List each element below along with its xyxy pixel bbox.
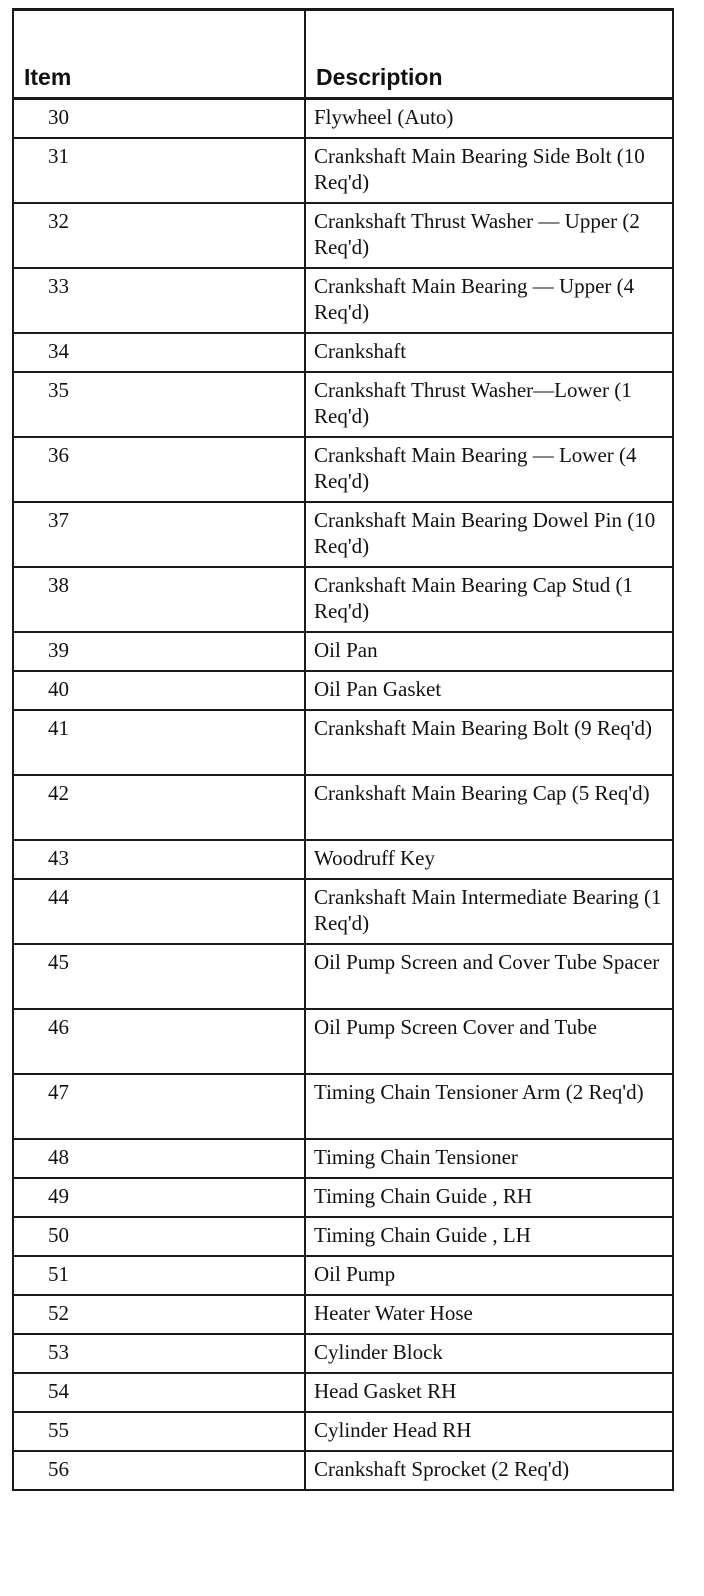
table-row [13, 203, 673, 268]
item-number: 55 [13, 1412, 305, 1451]
table-row [13, 1256, 673, 1295]
item-description: Oil Pan [305, 632, 673, 671]
table-row [13, 99, 673, 139]
item-number: 35 [13, 372, 305, 437]
item-description: Crankshaft Main Bearing — Lower (4 Req'd) [305, 437, 673, 502]
item-number: 49 [13, 1178, 305, 1217]
table-row [13, 1217, 673, 1256]
table-row [13, 372, 673, 437]
item-description: Crankshaft [305, 333, 673, 372]
table-row [13, 502, 673, 567]
item-description: Oil Pump Screen and Cover Tube Spacer [305, 944, 673, 1009]
item-number: 54 [13, 1373, 305, 1412]
item-description: Timing Chain Guide , LH [305, 1217, 673, 1256]
table-row [13, 840, 673, 879]
item-description: Oil Pump Screen Cover and Tube [305, 1009, 673, 1074]
item-description: Crankshaft Main Bearing — Upper (4 Req'd) [305, 268, 673, 333]
item-description: Flywheel (Auto) [305, 99, 673, 139]
item-number: 43 [13, 840, 305, 879]
item-description: Woodruff Key [305, 840, 673, 879]
item-description: Crankshaft Main Bearing Dowel Pin (10 Req'd) [305, 502, 673, 567]
item-number: 56 [13, 1451, 305, 1490]
item-number: 30 [13, 99, 305, 139]
parts-table [12, 8, 674, 1491]
item-number: 42 [13, 775, 305, 840]
item-description: Crankshaft Main Bearing Bolt (9 Req'd) [305, 710, 673, 775]
table-row [13, 1139, 673, 1178]
table-row [13, 1334, 673, 1373]
table-row [13, 1178, 673, 1217]
item-description: Crankshaft Main Bearing Cap Stud (1 Req'd) [305, 567, 673, 632]
item-number: 34 [13, 333, 305, 372]
table-row [13, 567, 673, 632]
item-number: 37 [13, 502, 305, 567]
item-number: 48 [13, 1139, 305, 1178]
item-number: 53 [13, 1334, 305, 1373]
item-number: 44 [13, 879, 305, 944]
table-row [13, 1373, 673, 1412]
table-row [13, 1412, 673, 1451]
table-row [13, 944, 673, 1009]
description-column-header: Description [305, 10, 673, 99]
table-row [13, 437, 673, 502]
item-number: 47 [13, 1074, 305, 1139]
item-number: 45 [13, 944, 305, 1009]
table-row [13, 632, 673, 671]
table-row [13, 710, 673, 775]
item-number: 33 [13, 268, 305, 333]
item-number: 31 [13, 138, 305, 203]
item-description: Cylinder Head RH [305, 1412, 673, 1451]
item-number: 41 [13, 710, 305, 775]
table-row [13, 1295, 673, 1334]
item-description: Oil Pump [305, 1256, 673, 1295]
item-description: Oil Pan Gasket [305, 671, 673, 710]
item-description: Cylinder Block [305, 1334, 673, 1373]
item-description: Head Gasket RH [305, 1373, 673, 1412]
table-row [13, 1009, 673, 1074]
table-row [13, 268, 673, 333]
table-row [13, 879, 673, 944]
table-row [13, 1074, 673, 1139]
item-description: Crankshaft Main Intermediate Bearing (1 Req'd) [305, 879, 673, 944]
item-number: 38 [13, 567, 305, 632]
table-row [13, 333, 673, 372]
table-row [13, 671, 673, 710]
item-number: 32 [13, 203, 305, 268]
item-description: Timing Chain Tensioner [305, 1139, 673, 1178]
item-number: 52 [13, 1295, 305, 1334]
item-column-header: Item [13, 10, 305, 99]
header-row [13, 10, 673, 99]
item-number: 51 [13, 1256, 305, 1295]
item-number: 40 [13, 671, 305, 710]
item-description: Timing Chain Guide , RH [305, 1178, 673, 1217]
item-description: Heater Water Hose [305, 1295, 673, 1334]
item-description: Crankshaft Thrust Washer—Lower (1 Req'd) [305, 372, 673, 437]
item-description: Crankshaft Sprocket (2 Req'd) [305, 1451, 673, 1490]
item-number: 50 [13, 1217, 305, 1256]
table-row [13, 1451, 673, 1490]
item-description: Timing Chain Tensioner Arm (2 Req'd) [305, 1074, 673, 1139]
item-description: Crankshaft Main Bearing Side Bolt (10 Req'd) [305, 138, 673, 203]
table-row [13, 138, 673, 203]
table-row [13, 775, 673, 840]
item-description: Crankshaft Main Bearing Cap (5 Req'd) [305, 775, 673, 840]
item-number: 39 [13, 632, 305, 671]
item-number: 36 [13, 437, 305, 502]
document-page [12, 8, 672, 1491]
item-number: 46 [13, 1009, 305, 1074]
item-description: Crankshaft Thrust Washer — Upper (2 Req'd) [305, 203, 673, 268]
